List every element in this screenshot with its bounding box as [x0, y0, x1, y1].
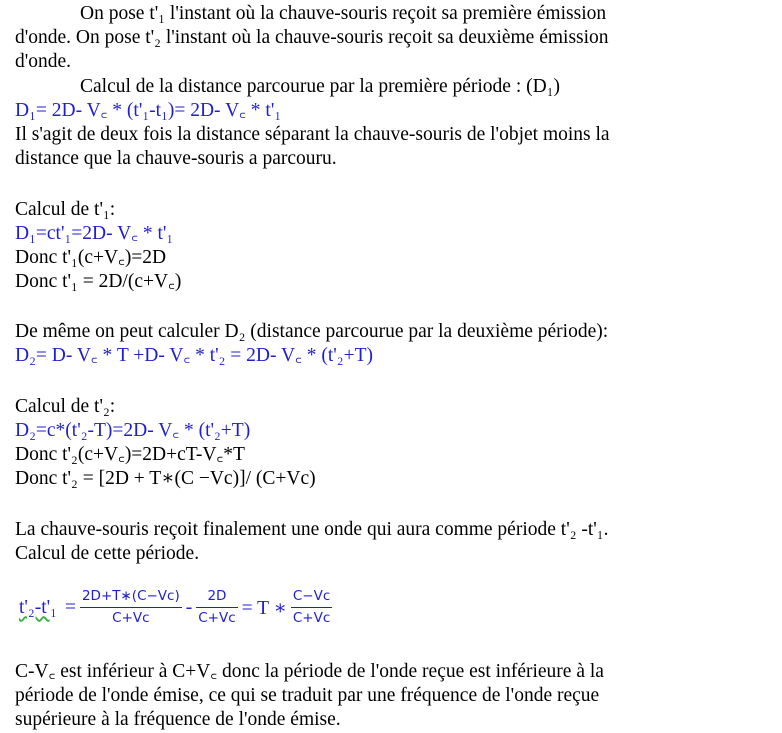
equation-minus: - — [185, 596, 193, 618]
fraction-1-denominator: C+Vc — [112, 610, 150, 626]
t2-line-3: Donc t'₂ = [2D + T∗(C −Vc)]/ (C+Vc) — [15, 468, 316, 489]
conclusion-line-2: période de l'onde émise, ce qui se traduit par une fréquence de l'onde reçue — [15, 685, 600, 706]
t1-line-2: Donc t'₁(c+V꜀)=2D — [15, 247, 167, 268]
d2-formula: D₂= D- V꜀ * T +D- V꜀ * t'₂ = 2D- V꜀ * (t'₂+T) — [15, 345, 373, 366]
d1-formula: D₁= 2D- V꜀ * (t'₁-t₁)= 2D- V꜀ * t'₁ — [15, 100, 282, 121]
equation-equals: = — [64, 596, 76, 618]
conclusion-line-1: C-V꜀ est inférieur à C+V꜀ donc la période de l'onde reçue est inférieure à la — [15, 661, 604, 682]
fraction-1 — [80, 588, 182, 627]
t2-line-1: D₂=c*(t'₂-T)=2D- V꜀ * (t'₂+T) — [15, 420, 251, 441]
equation-equals-t: = T ∗ — [241, 597, 287, 619]
equation-lhs: t'₂-t'₁ — [19, 596, 57, 618]
fraction-3-denominator: C+Vc — [292, 610, 331, 626]
period-line-1: La chauve-souris reçoit finalement une onde qui aura comme période t'₂ -t'₁. — [15, 519, 609, 540]
period-line-2: Calcul de cette période. — [15, 543, 200, 564]
intro-line-3: d'onde. — [15, 51, 72, 72]
t1-line-3: Donc t'₁ = 2D/(c+V꜀) — [15, 271, 182, 292]
d1-explanation-line-1: Il s'agit de deux fois la distance séparant la chauve-souris de l'objet moins la — [15, 124, 610, 145]
intro-line-2: d'onde. On pose t'₂ l'instant où la chauve-souris reçoit sa deuxième émission — [15, 27, 609, 48]
t2-heading: Calcul de t'₂: — [15, 396, 116, 417]
d1-explanation-line-2: distance que la chauve-souris a parcouru. — [15, 148, 337, 169]
fraction-2-numerator: 2D — [196, 588, 237, 608]
fraction-3-numerator: C−Vc — [291, 588, 332, 608]
t2-line-2: Donc t'₂(c+V꜀)=2D+cT-V꜀*T — [15, 444, 245, 465]
fraction-3 — [291, 588, 332, 627]
d2-heading: De même on peut calculer D₂ (distance parcourue par la deuxième période): — [15, 321, 609, 342]
fraction-2 — [196, 588, 237, 627]
t1-heading: Calcul de t'₁: — [15, 199, 116, 220]
fraction-2-denominator: C+Vc — [198, 610, 236, 626]
t1-line-1: D₁=ct'₁=2D- V꜀ * t'₁ — [15, 223, 174, 244]
conclusion-line-3: supérieure à la fréquence de l'onde émise. — [15, 709, 341, 730]
fraction-1-numerator: 2D+T∗(C−Vc) — [80, 588, 182, 608]
intro-line-1: On pose t'₁ l'instant où la chauve-souris reçoit sa première émission — [80, 3, 607, 24]
period-equation — [15, 588, 332, 627]
d1-heading: Calcul de la distance parcourue par la première période : (D₁) — [80, 76, 560, 97]
